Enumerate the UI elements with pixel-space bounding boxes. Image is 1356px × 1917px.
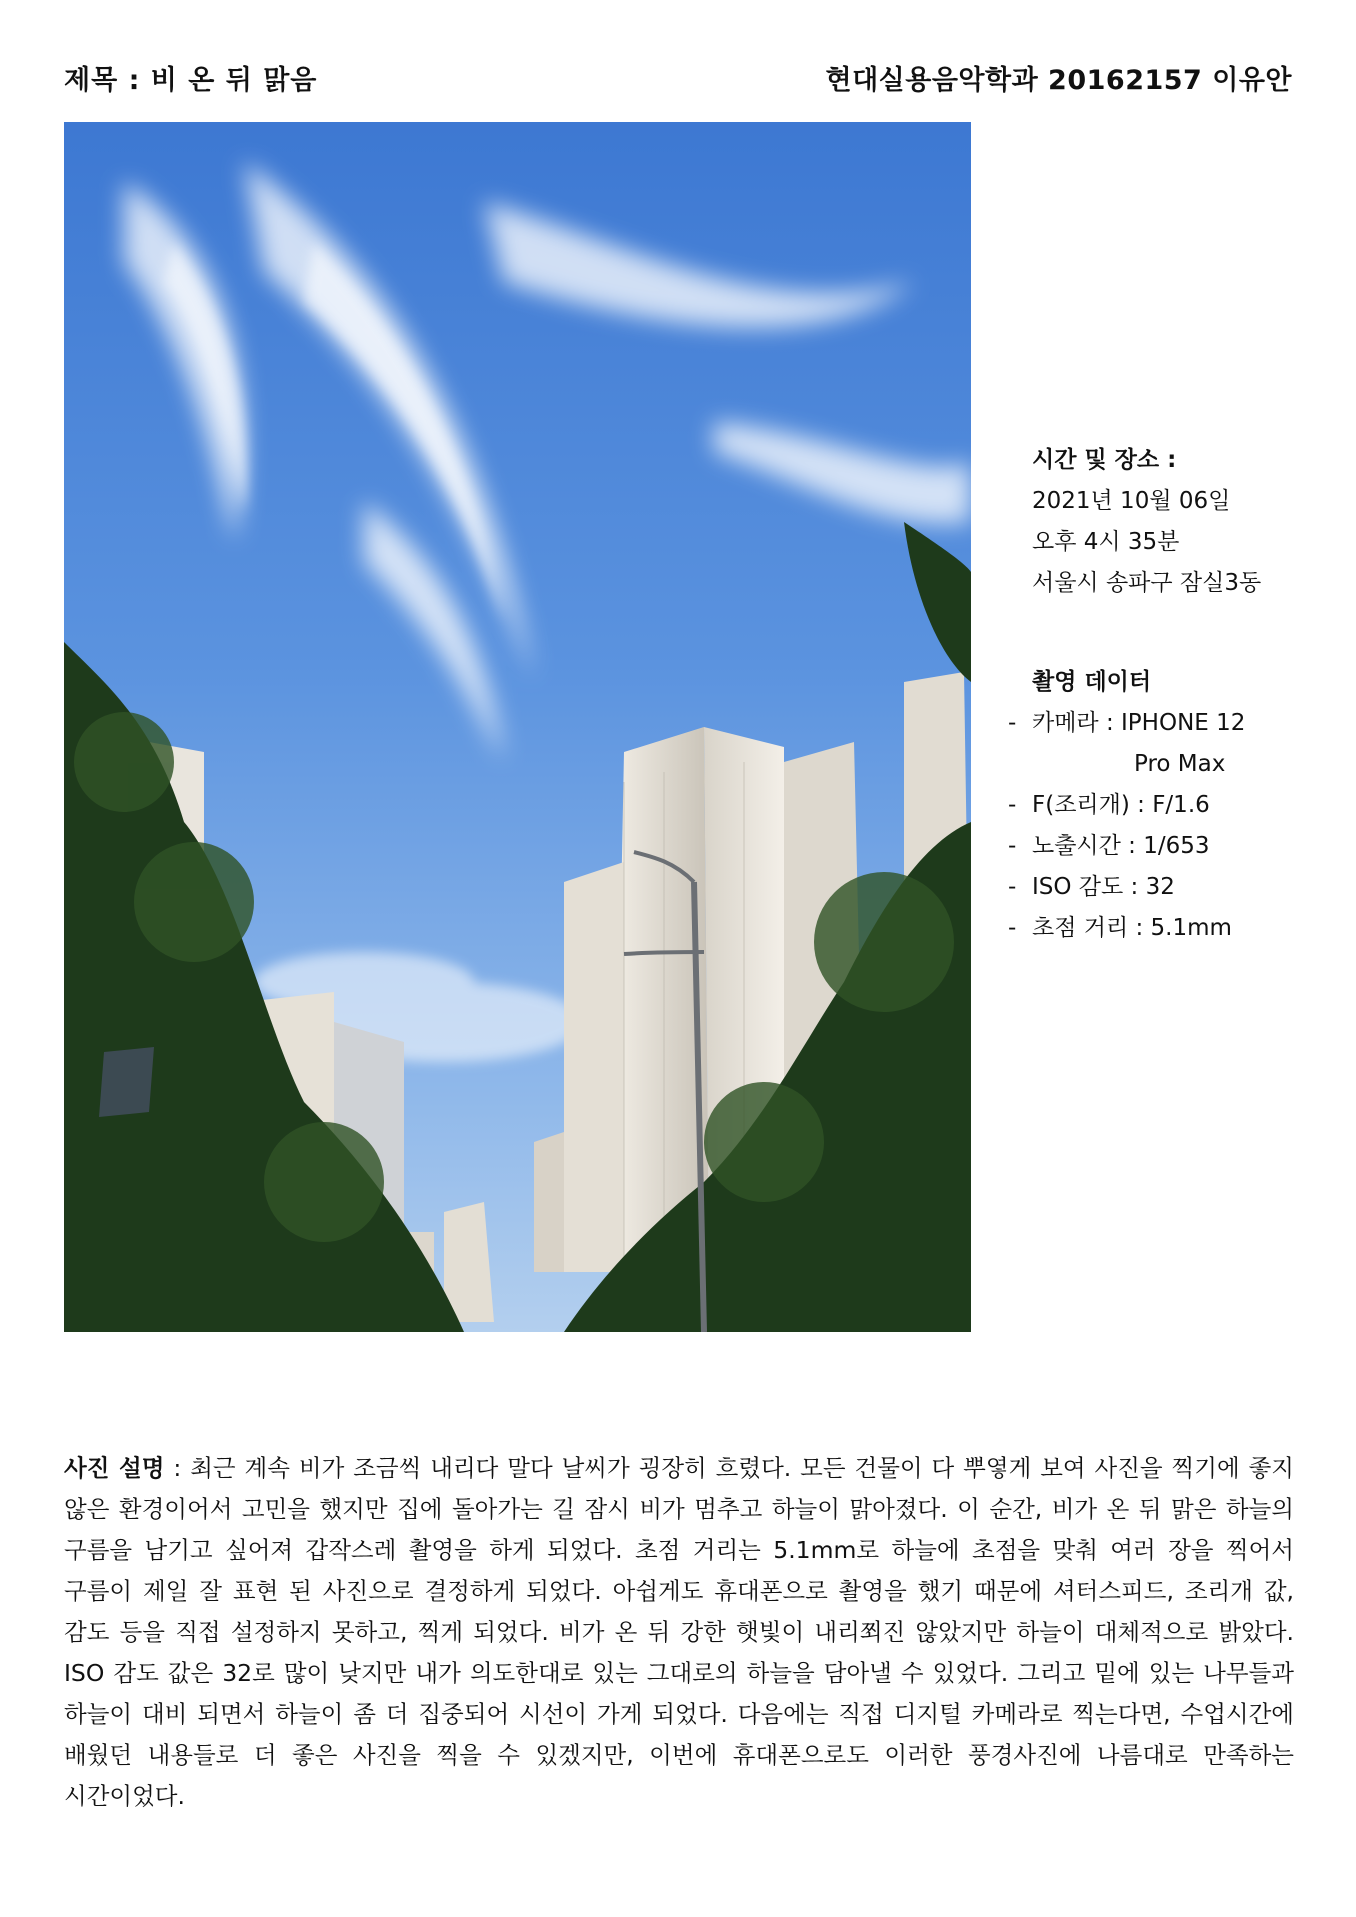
aperture-row: [1008, 785, 1338, 826]
focal-value: 초점 거리 : 5.1mm: [1032, 915, 1232, 941]
camera-value-cont: Pro Max: [1134, 751, 1226, 777]
camera-row: [1008, 703, 1338, 744]
shooting-place: 서울시 송파구 잠실3동: [1032, 570, 1262, 596]
description-label: 사진 설명: [64, 1454, 165, 1482]
aperture-value: F(조리개) : F/1.6: [1032, 792, 1210, 818]
exposure-value: 노출시간 : 1/653: [1032, 833, 1210, 859]
time-place-heading: 시간 및 장소 :: [1032, 447, 1177, 473]
camera-value: 카메라 : IPHONE 12: [1032, 710, 1246, 736]
iso-row: [1008, 867, 1338, 908]
sky-photo: [64, 122, 971, 1332]
author-info: 현대실용음악학과 20162157 이유안: [825, 65, 1292, 96]
focal-row: [1008, 908, 1338, 949]
photo-description: [64, 1448, 1294, 1817]
photo-info-panel: [1008, 440, 1338, 949]
dash: -: [1008, 915, 1017, 941]
shooting-time: 오후 4시 35분: [1032, 529, 1180, 555]
shooting-data-heading: 촬영 데이터: [1032, 669, 1152, 695]
dash: -: [1008, 874, 1017, 900]
iso-value: ISO 감도 : 32: [1032, 874, 1175, 900]
spacer: [1008, 604, 1338, 662]
page-title: 제목 : 비 온 뒤 맑음: [64, 65, 318, 96]
dash: -: [1008, 792, 1017, 818]
dash: -: [1008, 710, 1017, 736]
shooting-date: 2021년 10월 06일: [1032, 488, 1231, 514]
exposure-row: [1008, 826, 1338, 867]
description-text: : 최근 계속 비가 조금씩 내리다 말다 날씨가 굉장히 흐렸다. 모든 건물이 다 뿌옇게 보여 사진을 찍기에 좋지 않은 환경이어서 고민을 했지만 집에 돌아가는 길 잠시 비가 멈추고 하늘이 맑아졌다. 이 순간, 비가 온 뒤 맑은 하늘의 구름을 남기고 싶어져 갑작스레 촬영을 하게 되었다. 초점 거리는 5.1mm로 하늘에 초점을 맞춰 여러 장을 찍어서 구름이 제일 잘 표현 된 사진으로 결정하게 되었다. 아쉽게도 휴대폰으로 촬영을 했기 때문에 셔터스피드, 조리개 값, 감도 등을 직접 설정하지 못하고, 찍게 되었다. 비가 온 뒤 강한 햇빛이 내리쬐진 않았지만 하늘이 대체적으로 밝았다. ISO 감도 값은 32로 많이 낮지만 내가 의도한대로 있는 그대로의 하늘을 담아낼 수 있었다. 그리고 밑에 있는 나무들과 하늘이 대비 되면서 하늘이 좀 더 집중되어 시선이 가게 되었다. 다음에는 직접 디지털 카메라로 찍는다면, 수업시간에 배웠던 내용들로 더 좋은 사진을 찍을 수 있겠지만, 이번에 휴대폰으로도 이러한 풍경사진에 나름대로 만족하는 시간이었다.: [64, 1454, 1294, 1810]
dash: -: [1008, 833, 1017, 859]
